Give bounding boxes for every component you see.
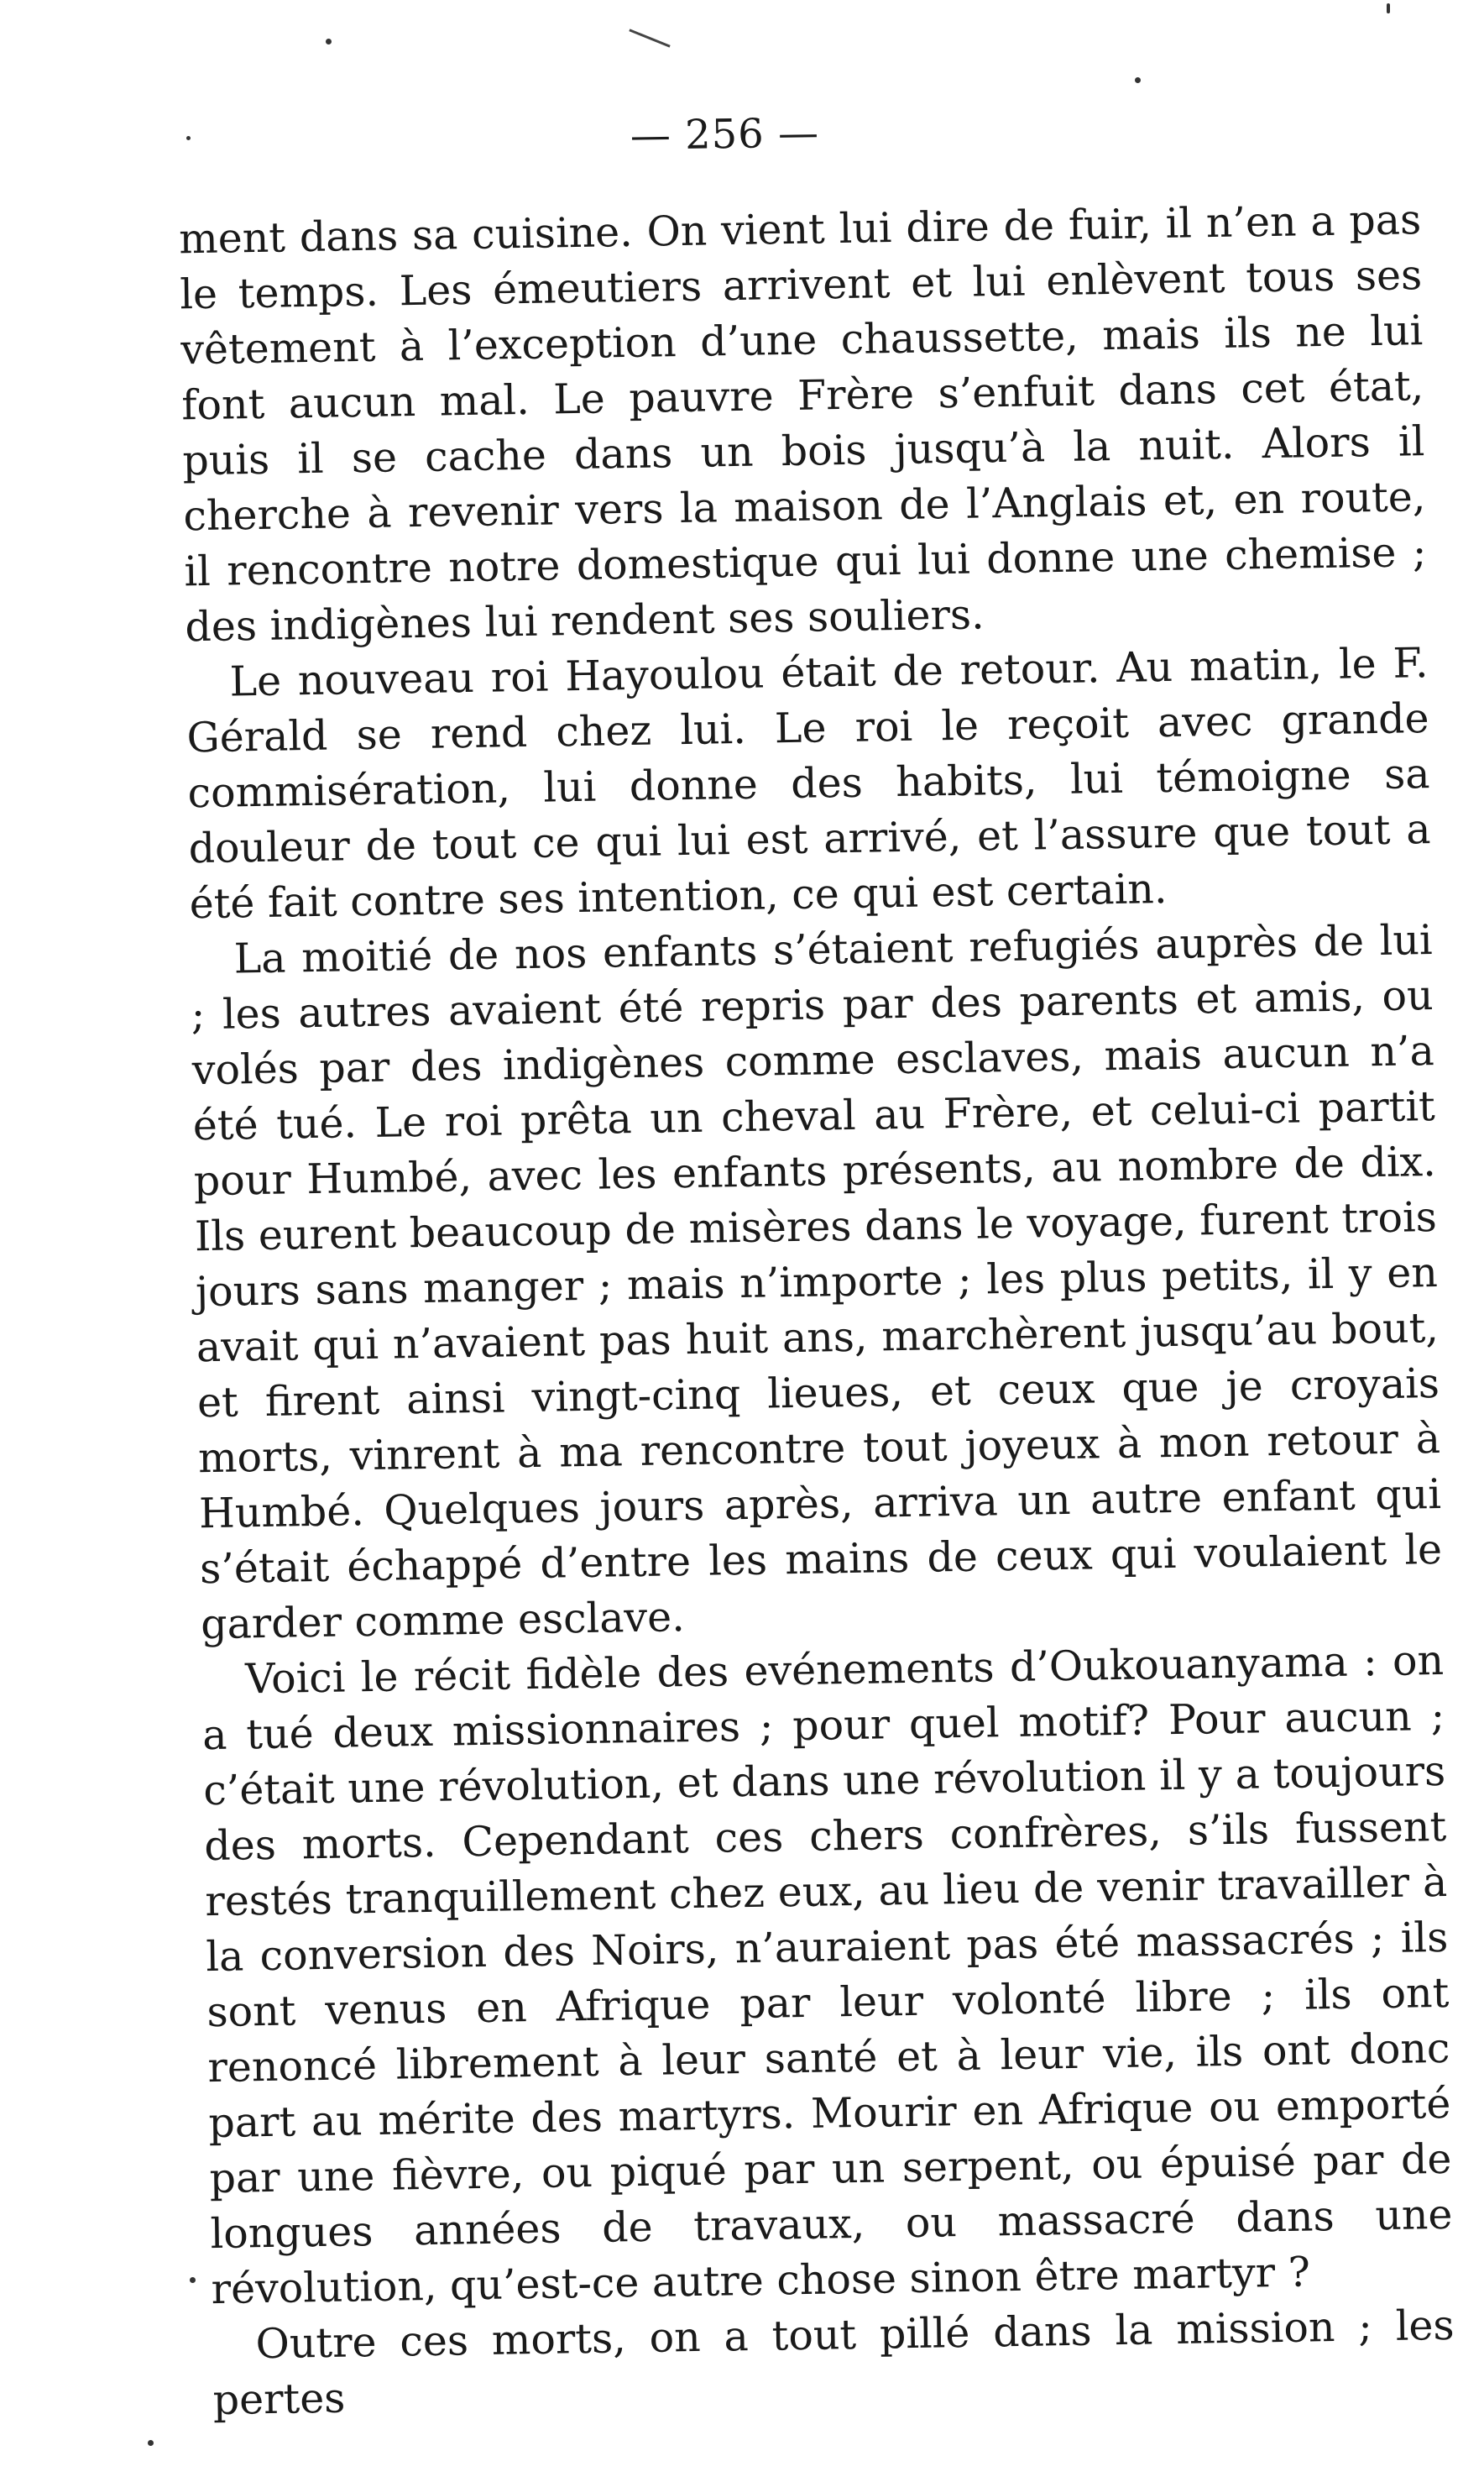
- paragraph-4: Voici le récit fidèle des evénements d’Oukouanyama : on a tué deux missionnaires ; pour quel motif? Pour aucun ; c’était une révolution, et dans une révolution il y a toujours des morts. Cependant ces chers confrères, s’ils fussent restés tranquillement chez eux, au lieu de venir travailler à la conversion des Noirs, n’auraient pas été massacrés ; ils sont venus en Afrique par leur volonté libre ; ils ont renoncé librement à leur santé et à leur vie, ils ont donc part au mérite des martyrs. Mourir en Afrique ou emporté par une fièvre, ou piqué par un serpent, ou épuisé par de longues années de travaux, ou massacré dans une révolution, qu’est-ce autre chose sinon être martyr ?: [201, 1636, 1453, 2314]
- page-number: — 256 —: [630, 109, 820, 160]
- paragraph-2: Le nouveau roi Hayoulou était de retour. Au matin, le F. Gérald se rend chez lui. Le roi le reçoit avec grande commisération, lui donne des habits, lui témoigne sa douleur de tout ce qui lui est arrivé, et l’assure que tout a été fait contre ses intention, ce qui est certain.: [186, 639, 1431, 929]
- paragraph-3: La moitié de nos enfants s’étaient refugiés auprès de lui ; les autres avaient été repris par des parents et amis, ou volés par des indigènes comme esclaves, mais aucun n’a été tué. Le roi prêta un cheval au Frère, et celui-ci partit pour Humbé, avec les enfants présents, au nombre de dix. Ils eurent beaucoup de misères dans le voyage, furent trois jours sans manger ; mais n’importe ; les plus petits, il y en avait qui n’avaient pas huit ans, marchèrent jusqu’au bout, et firent ainsi vingt-cinq lieues, et ceux que je croyais morts, vinrent à ma rencontre tout joyeux à mon retour à Humbé. Quelques jours après, arriva un autre enfant qui s’était échappé d’entre les mains de ceux qui voulaient le garder comme esclave.: [191, 916, 1443, 1649]
- scan-speck: [1135, 77, 1141, 83]
- paragraph-5: Outre ces morts, on a tout pillé dans la mission ; les pertes: [212, 2301, 1455, 2425]
- scan-speck: [190, 2277, 196, 2283]
- scan-speck: [148, 2440, 154, 2446]
- paragraph-1: ment dans sa cuisine. On vient lui dire de fuir, il n’en a pas le temps. Les émeutiers arrivent et lui enlèvent tous ses vêtement à l’exception d’une chaussette, mais ils ne lui font aucun mal. Le pauvre Frère s’enfuit dans cet état, puis il se cache dans un bois jusqu’à la nuit. Alors il cherche à revenir vers la maison de l’Anglais et, en route, il rencontre notre domestique qui lui donne une chemise ; des indigènes lui rendent ses souliers.: [178, 196, 1427, 652]
- body-text: [179, 192, 1455, 2428]
- scan-speck: [326, 39, 332, 45]
- scan-speck: [186, 136, 191, 140]
- scan-speck: [1387, 3, 1390, 13]
